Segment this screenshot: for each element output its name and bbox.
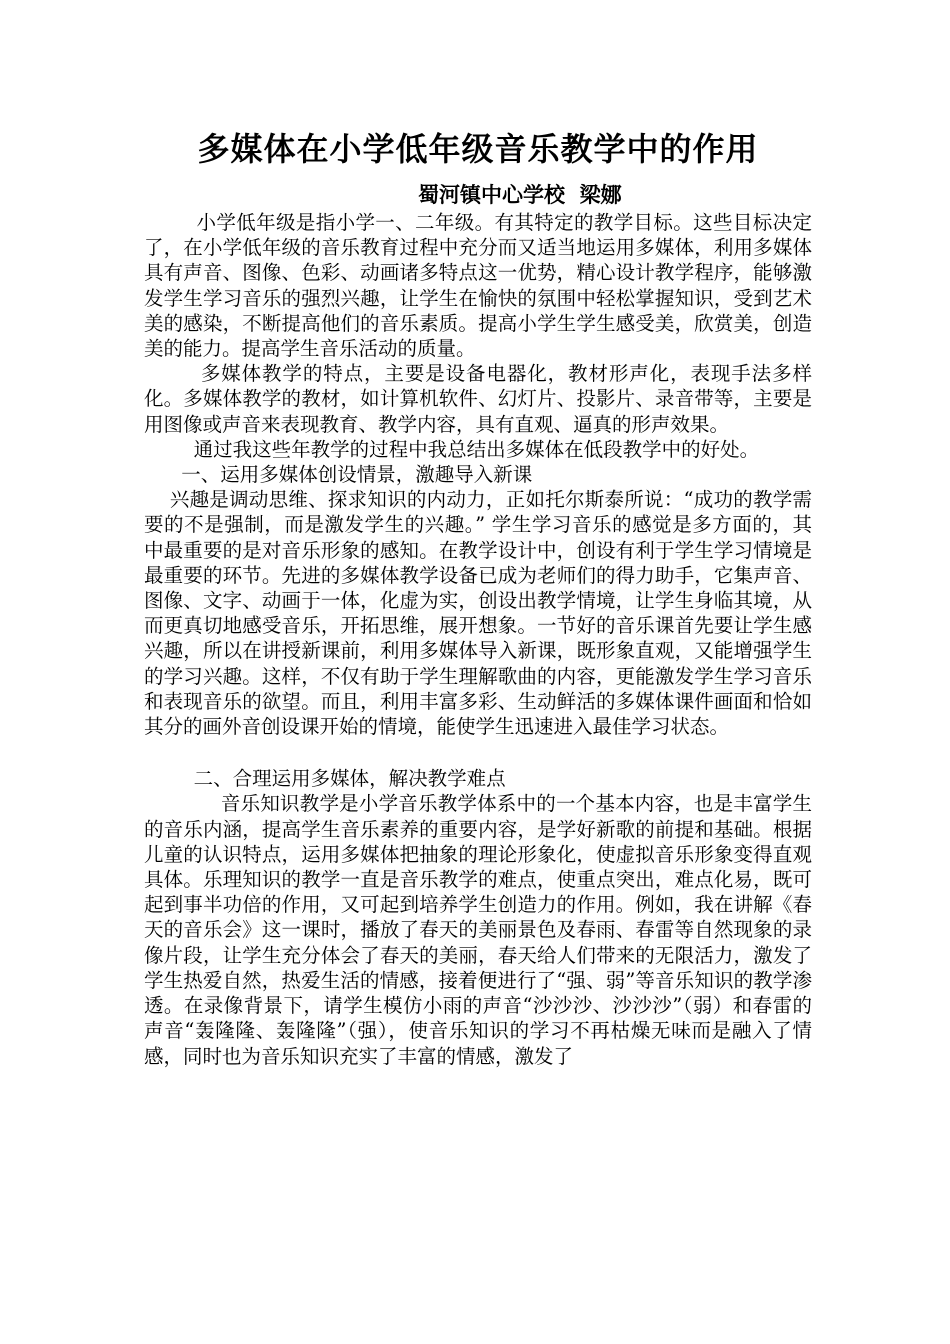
- blank-line: [144, 739, 812, 766]
- document-page: [144, 126, 812, 1069]
- intro-paragraph-1: 小学低年级是指小学一、二年级。有其特定的教学目标。这些目标决定了，在小学低年级的音乐教育过程中充分而又适当地运用多媒体，利用多媒体具有声音、图像、色彩、动画诸多特点这一优势，精心设计教学程序，能够激发学生学习音乐的强烈兴趣，让学生在愉快的氛围中轻松掌握知识，受到艺术美的感染，不断提高他们的音乐素质。提高小学生学生感受美，欣赏美，创造美的能力。提高学生音乐活动的质量。: [144, 211, 812, 361]
- author-line: 蜀河镇中心学校 梁娜: [418, 182, 622, 207]
- section-2-heading: 二、合理运用多媒体，解决教学难点: [144, 767, 506, 791]
- section-1-body: 兴趣是调动思维、探求知识的内动力，正如托尔斯泰所说：“成功的教学需要的不是强制，而是激发学生的兴趣。” 学生学习音乐的感觉是多方面的，其中最重要的是对音乐形象的感知。在教学设计中，创设有利于学生学习情境是最重要的环节。先进的多媒体教学设备已成为老师们的得力助手，它集声音、图像、文字、动画于一体，化虚为实，创设出教学情境，让学生身临其境，从而更真切地感受音乐，开拓思维，展开想象。一节好的音乐课首先要让学生感兴趣，所以在讲授新课前，利用多媒体导入新课，既形象直观，又能增强学生的学习兴趣。这样，不仅有助于学生理解歌曲的内容，更能激发学生学习音乐和表现音乐的欲望。而且，利用丰富多彩、生动鲜活的多媒体课件画面和恰如其分的画外音创设课开始的情境，能使学生迅速进入最佳学习状态。: [144, 488, 812, 739]
- document-title: 多媒体在小学低年级音乐教学中的作用: [197, 130, 759, 168]
- section-2-body: 音乐知识教学是小学音乐教学体系中的一个基本内容，也是丰富学生的音乐内涵，提高学生音乐素养的重要内容，是学好新歌的前提和基础。根据儿童的认识特点，运用多媒体把抽象的理论形象化，使虚拟音乐形象变得直观具体。乐理知识的教学一直是音乐教学的难点，使重点突出，难点化易，既可起到事半功倍的作用，又可起到培养学生创造力的作用。例如，我在讲解《春天的音乐会》这一课时，播放了春天的美丽景色及春雨、春雷等自然现象的录像片段，让学生充分体会了春天的美丽，春天给人们带来的无限活力，激发了学生热爱自然，热爱生活的情感，接着便进行了“强、弱”等音乐知识的教学渗透。在录像背景下，请学生模仿小雨的声音“沙沙沙、沙沙沙”（弱）和春雷的声音“轰隆隆、轰隆隆”（强），使音乐知识的学习不再枯燥无味而是融入了情感，同时也为音乐知识充实了丰富的情感，激发了: [144, 792, 812, 1068]
- section-1-heading: 一、运用多媒体创设情景，激趣导入新课: [144, 463, 533, 487]
- intro-paragraph-3: 通过我这些年教学的过程中我总结出多媒体在低段教学中的好处。: [144, 437, 760, 461]
- intro-paragraph-2: 多媒体教学的特点，主要是设备电器化，教材形声化，表现手法多样化。多媒体教学的教材，如计算机软件、幻灯片、投影片、录音带等，主要是用图像或声音来表现教育、教学内容，具有直观、逼真的形声效果。: [144, 362, 812, 436]
